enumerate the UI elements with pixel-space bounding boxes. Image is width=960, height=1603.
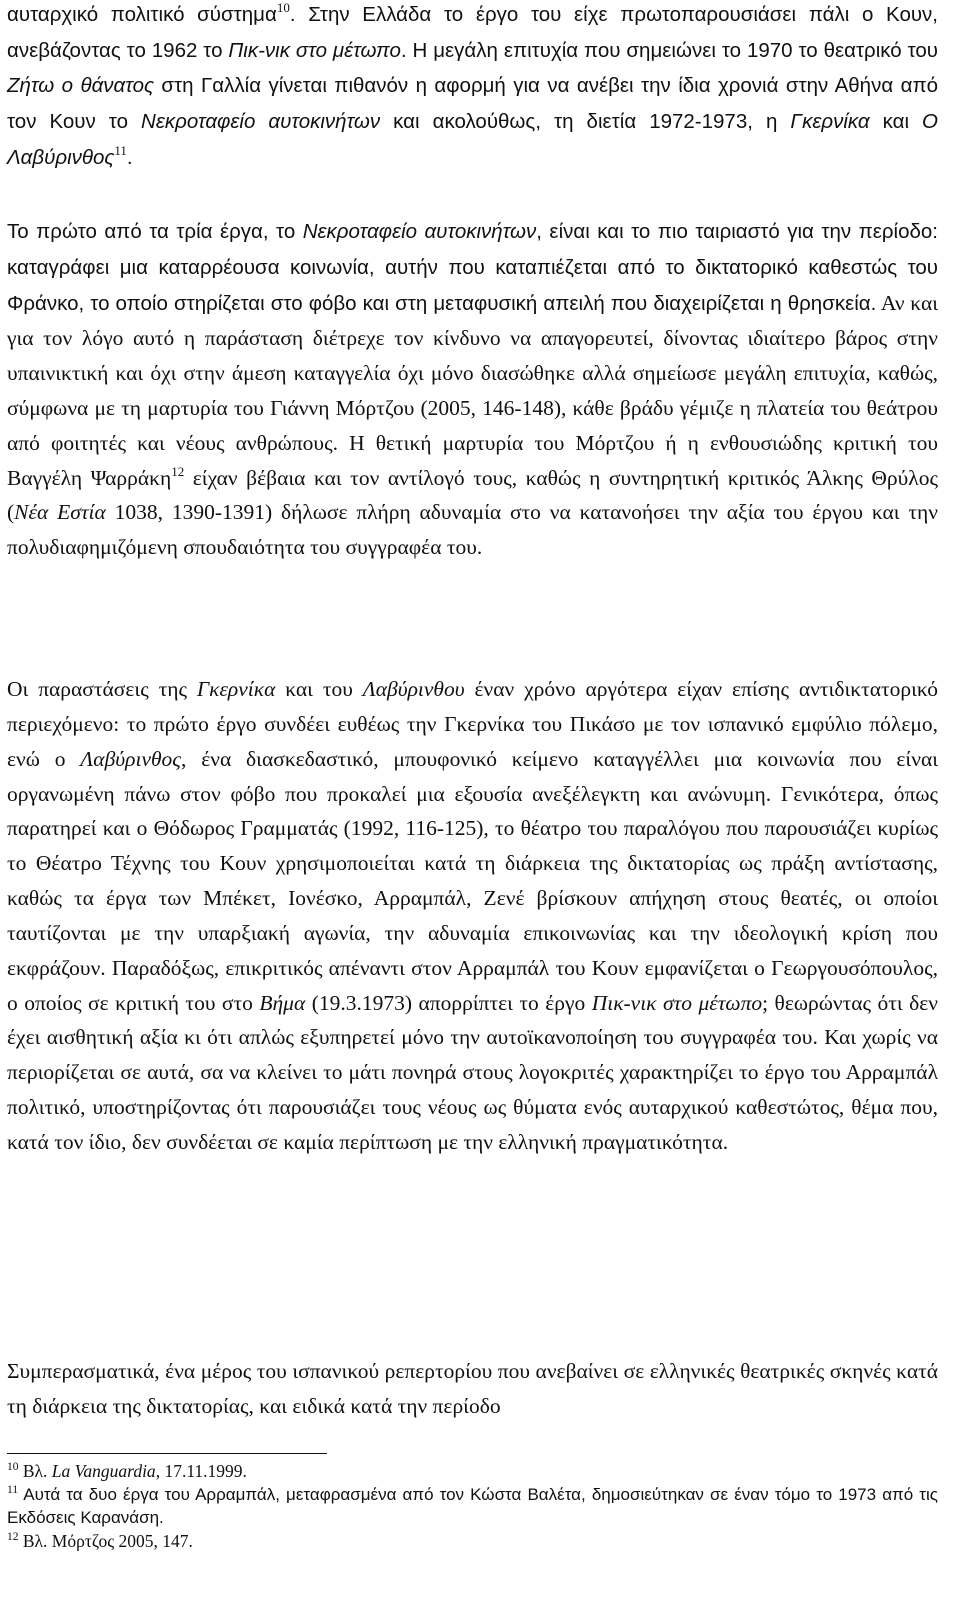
text-span: αυταρχικό πολιτικό σύστημα	[7, 3, 277, 26]
text-span: και	[869, 110, 923, 134]
footnote-10	[7, 1460, 938, 1483]
footnote-ref-12[interactable]: 12	[171, 463, 185, 479]
text-span: , ένα διασκεδαστικό, μπουφονικό κείμενο καταγγέλλει μια κοινωνία που είναι οργανωμένη πάνω στον φόβο που προκαλεί μια εξουσία ανεξέλεγκτη και ανώνυμη. Γενικότερα, όπως παρατηρεί και ο Θόδωρος Γραμματάς (1992, 116-125), το θέατρο του παραλόγου που παρουσιάζει κυρίως το Θέατρο Τέχνης του Κουν χρησιμοποιείται κατά τη διάρκεια της δικτατορίας ως πράξη αντίστασης, καθώς τα έργα των Μπέκετ, Ιονέσκο, Αρραμπάλ, Ζενέ βρίσκουν απήχηση στους θεατές, οι οποίοι ταυτίζονται με την υπαρξιακή αγωνία, την αδυναμία επικοινωνίας και την ιδεολογική κρίση που εκφράζουν.	[7, 746, 938, 980]
italic-title: Γκερνίκα	[790, 110, 870, 134]
footnote-number: 11	[7, 1483, 19, 1496]
italic-title: Γκερνίκα	[196, 677, 276, 701]
text-span: (19.3.1973) απορρίπτει το έργο	[305, 990, 592, 1015]
italic-title: Ο Λαβύρινθος	[7, 110, 938, 169]
text-span: Συμπερασματικά, ένα μέρος του ισπανικού ρεπερτορίου που ανεβαίνει σε ελληνικές θεατρικές σκηνές κατά τη διάρκεια της δικτατορίας, και ειδικά κατά την περίοδο	[7, 1359, 938, 1418]
italic-title: La Vanguardia	[51, 1461, 156, 1481]
text-span: Το πρώτο από τα τρία έργα, το	[7, 220, 303, 243]
paragraph-1	[7, 0, 938, 176]
text-span: Οι παραστάσεις της	[7, 677, 197, 701]
paragraph-3	[7, 672, 938, 1160]
text-span: είχαν βέβαια και τον αντίλογό τους, καθώς η συντηρητική κριτικός Άλκης Θρύλος (	[7, 465, 938, 525]
italic-title: Βήμα	[259, 990, 306, 1015]
text-span: έναν χρόνο αργότερα είχαν επίσης αντιδικτατορικό περιεχόμενο: το πρώτο έργο συνδέει ευθέως την Γκερνίκα του Πικάσο με τον ισπανικό εμφύλιο πόλεμο, ενώ ο	[7, 677, 938, 771]
italic-title: Νεκροταφείο αυτοκινήτων	[141, 110, 381, 134]
paragraph-4	[7, 1354, 938, 1423]
text-span: και του	[275, 677, 363, 701]
paragraph-2	[7, 214, 938, 565]
footnote-number: 12	[7, 1530, 19, 1543]
footnote-text: Βλ.	[22, 1461, 52, 1481]
text-span: . Η μεγάλη επιτυχία που σημειώνει το 1970 το θεατρικό του	[400, 38, 939, 62]
footnote-number: 10	[7, 1461, 19, 1473]
text-span: Και χωρίς να περιορίζεται σε αυτά, σα να κλείνει το μάτι πονηρά στους λογοκριτές χαρακτηρίζει το έργο του Αρραμπάλ πολιτικό, υποστηρίζοντας ότι παρουσιάζει τους νέους ως θύματα ενός αυταρχικού καθεστώτος, θέμα που, κατά τον ίδιο, δεν συνδέεται σε καμία περίπτωση με την ελληνική πραγματικότητα.	[7, 1025, 938, 1154]
italic-title: Λαβύρινθος	[80, 746, 182, 771]
italic-title: Ζήτω ο θάνατος	[7, 74, 154, 98]
italic-title: Λαβύρινθου	[362, 677, 465, 701]
text-span: ; θεωρώντας ότι δεν έχει αισθητική αξία κι ότι απλώς εξυπηρετεί μόνο την αυτοϊκανοποίηση του συγγραφέα του.	[7, 990, 939, 1050]
footnote-text: Αυτά τα δυο έργα του Αρραμπάλ, μεταφρασμένα από τον Κώστα Βαλέτα, δημοσιεύτηκαν σε έναν τόμο το 1973 από τις Εκδόσεις Καρανάση.	[7, 1484, 938, 1527]
text-span: . Στην Ελλάδα το έργο του είχε πρωτοπαρουσιάσει πάλι ο Κουν, ανεβάζοντας το 1962 το	[7, 3, 938, 62]
footnote-text: Βλ. Μόρτζος 2005, 147.	[22, 1530, 193, 1551]
text-span: 1038, 1390-1391) δήλωσε πλήρη αδυναμία στο να κατανοήσει την αξία του έργου και την πολυδιαφημιζόμενη σπουδαιότητα του συγγραφέα του.	[7, 500, 938, 560]
italic-title: Πικ-νικ στο μέτωπο	[591, 990, 763, 1015]
text-span: , είναι και το πιο ταιριαστό για την περίοδο: καταγράφει μια καταρρέουσα κοινωνία, αυτήν που καταπιέζεται από το δικτατορικό καθεστώς του Φράνκο, το οποίο στηρίζεται στο φόβο και στη μεταφυσική απειλή που διαχειρίζεται η θρησκεία.	[7, 220, 938, 315]
text-span: και ακολούθως, τη διετία 1972-1973, η	[380, 110, 791, 134]
italic-title: Νέα Εστία	[14, 500, 106, 525]
footnotes-section	[7, 1460, 938, 1552]
text-span: .	[126, 145, 133, 169]
footnote-ref-11[interactable]: 11	[114, 142, 127, 158]
text-span: στη Γαλλία γίνεται πιθανόν η αφορμή για να ανέβει την ίδια χρονιά στην Αθήνα από τον Κουν το	[7, 74, 938, 134]
footnote-11	[7, 1483, 938, 1530]
footnote-ref-10[interactable]: 10	[276, 0, 290, 15]
text-span: Αν και για τον λόγο αυτό η παράσταση διέτρεχε τον κίνδυνο να απαγορευτεί, δίνοντας ιδιαίτερο βάρος στην υπαινικτική και όχι στην άμεση καταγγελία όχι μόνο διασώθηκε αλλά σημείωσε μεγάλη επιτυχία, καθώς, σύμφωνα με τη μαρτυρία του Γιάννη Μόρτζου (2005, 146-148), κάθε βράδυ γέμιζε η πλατεία του θεάτρου από φοιτητές και νέους ανθρώπους. Η θετική μαρτυρία του Μόρτζου ή η ενθουσιώδης κριτική του Βαγγέλη Ψαρράκη	[7, 290, 938, 490]
footnote-12	[7, 1530, 938, 1553]
italic-title: Πικ-νικ στο μέτωπο	[228, 38, 401, 62]
italic-title: Νεκροταφείο αυτοκινήτων	[302, 220, 537, 243]
footnote-divider	[7, 1453, 327, 1454]
footnote-text: , 17.11.1999.	[155, 1461, 247, 1481]
text-span: Παραδόξως, επικριτικός απέναντι στον Αρραμπάλ του Κουν εμφανίζεται ο Γεωργουσόπουλος, ο οποίος σε κριτική του στο	[7, 955, 938, 1015]
